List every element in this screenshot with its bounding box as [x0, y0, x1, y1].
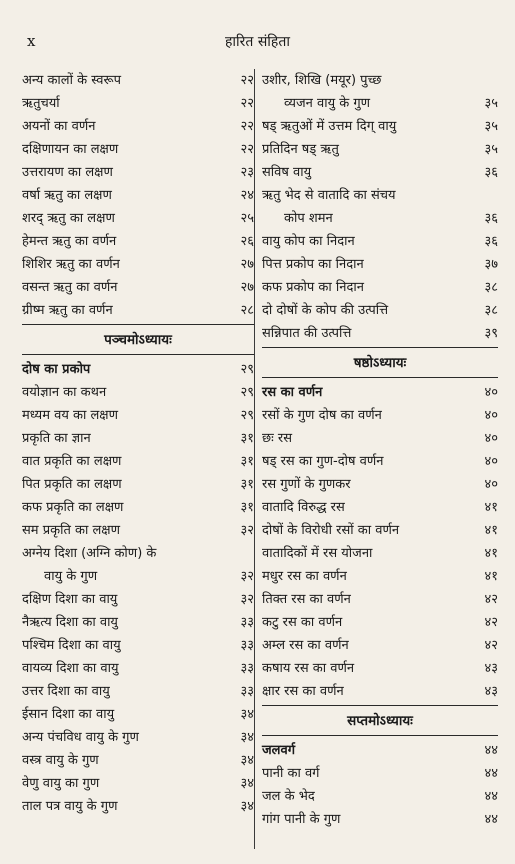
entry-title: ईसान दिशा का वायु	[22, 707, 115, 722]
toc-entry	[22, 450, 254, 473]
entry-page-number: २९	[240, 385, 254, 400]
toc-entry	[22, 115, 254, 138]
entry-page-number: ३९	[484, 326, 498, 341]
entry-page-number: ४२	[484, 592, 498, 607]
entry-page-number: ३१	[240, 454, 254, 469]
toc-entry	[262, 450, 498, 473]
toc-section-entry	[262, 381, 498, 404]
entry-page-number: ३२	[240, 569, 254, 584]
running-title: हारित संहिता	[225, 34, 290, 50]
entry-title: कफ प्रकृति का लक्षण	[22, 500, 124, 515]
entry-title: वातादि विरुद्ध रस	[262, 500, 345, 515]
entry-title-continued: व्यजन वायु के गुण	[284, 96, 371, 111]
toc-entry	[22, 680, 254, 703]
entry-title-continued: वायु के गुण	[44, 569, 98, 584]
entry-page-number: ४३	[484, 661, 498, 676]
entry-title: सन्निपात की उत्पत्ति	[262, 326, 352, 341]
entry-title: वायु कोप का निदान	[262, 234, 355, 249]
toc-entry	[262, 634, 498, 657]
entry-title: पश्चिम दिशा का वायु	[22, 638, 121, 653]
toc-entry	[262, 762, 498, 785]
toc-entry	[22, 404, 254, 427]
entry-page-number: २२	[240, 119, 254, 134]
entry-page-number: ४४	[484, 743, 498, 758]
toc-entry	[262, 680, 498, 703]
chapter-heading: पञ्चमोऽध्यायः	[104, 332, 172, 348]
toc-entry	[22, 496, 254, 519]
entry-title: अन्य पंचविध वायु के गुण	[22, 730, 139, 745]
chapter-rule	[22, 354, 254, 355]
entry-title: तिक्त रस का वर्णन	[262, 592, 351, 607]
entry-page-number: ३१	[240, 431, 254, 446]
entry-title: पित प्रकृति का लक्षण	[22, 477, 122, 492]
toc-entry	[262, 253, 498, 276]
entry-page-number: ४४	[484, 812, 498, 827]
entry-title: वायव्य दिशा का वायु	[22, 661, 119, 676]
entry-title: ऋतुचर्या	[22, 96, 60, 111]
toc-entry	[22, 634, 254, 657]
entry-page-number: ३२	[240, 523, 254, 538]
entry-title: वस्त्र वायु के गुण	[22, 753, 99, 768]
toc-entry	[22, 795, 254, 818]
entry-page-number: ३८	[484, 280, 498, 295]
toc-entry	[22, 184, 254, 207]
chapter-heading: सप्तमोऽध्यायः	[347, 713, 413, 729]
chapter-rule	[262, 705, 498, 706]
entry-page-number: ३४	[240, 799, 254, 814]
toc-entry	[262, 115, 498, 138]
entry-page-number: ३४	[240, 707, 254, 722]
toc-entry	[22, 588, 254, 611]
toc-entry	[22, 703, 254, 726]
entry-page-number: ३१	[240, 477, 254, 492]
toc-entry	[22, 749, 254, 772]
entry-page-number: ३१	[240, 500, 254, 515]
toc-entry	[262, 404, 498, 427]
entry-page-number: २४	[240, 188, 254, 203]
toc-entry	[262, 496, 498, 519]
toc-entry	[22, 253, 254, 276]
column-divider	[254, 69, 255, 849]
entry-title: गांग पानी के गुण	[262, 812, 341, 827]
toc-entry	[22, 611, 254, 634]
chapter-rule	[262, 735, 498, 736]
toc-entry	[22, 230, 254, 253]
entry-page-number: ४२	[484, 615, 498, 630]
toc-entry	[22, 519, 254, 542]
entry-title: कटु रस का वर्णन	[262, 615, 343, 630]
entry-page-number: ३३	[240, 684, 254, 699]
entry-page-number: ३५	[484, 142, 498, 157]
toc-entry	[262, 138, 498, 161]
entry-page-number: २२	[240, 73, 254, 88]
entry-title: वेणु वायु का गुण	[22, 776, 100, 791]
entry-page-number: ४१	[484, 569, 498, 584]
toc-entry	[22, 161, 254, 184]
entry-title: वयोज्ञान का कथन	[22, 385, 107, 400]
entry-title: प्रतिदिन षड् ऋतु	[262, 142, 339, 157]
entry-page-number: ४२	[484, 638, 498, 653]
entry-title: दक्षिण दिशा का वायु	[22, 592, 118, 607]
toc-entry	[262, 299, 498, 322]
entry-title: शरद् ऋतु का लक्षण	[22, 211, 115, 226]
entry-page-number: ४०	[484, 454, 498, 469]
toc-entry	[22, 657, 254, 680]
entry-page-number: ४१	[484, 500, 498, 515]
page-number: x	[27, 32, 36, 50]
entry-page-number: ३६	[484, 165, 498, 180]
toc-entry	[22, 92, 254, 115]
toc-entry	[262, 565, 498, 588]
entry-page-number: ३६	[484, 211, 498, 226]
entry-page-number: ४१	[484, 546, 498, 561]
toc-entry	[262, 161, 498, 184]
entry-title-continued: कोप शमन	[284, 211, 333, 226]
entry-title: मध्यम वय का लक्षण	[22, 408, 119, 423]
toc-entry	[262, 473, 498, 496]
entry-page-number: ४४	[484, 789, 498, 804]
entry-page-number: ४०	[484, 431, 498, 446]
entry-title: सविष वायु	[262, 165, 312, 180]
entry-page-number: ३८	[484, 303, 498, 318]
toc-entry	[262, 808, 498, 831]
chapter-rule	[262, 377, 498, 378]
entry-title: पित्त प्रकोप का निदान	[262, 257, 364, 272]
entry-title: जलवर्ग	[262, 743, 296, 758]
entry-page-number: ३४	[240, 730, 254, 745]
entry-page-number: ४१	[484, 523, 498, 538]
entry-page-number: २७	[240, 280, 254, 295]
entry-title: उत्तर दिशा का वायु	[22, 684, 110, 699]
toc-entry	[262, 542, 498, 565]
entry-title: कषाय रस का वर्णन	[262, 661, 355, 676]
toc-right-column	[262, 69, 498, 831]
toc-entry	[22, 207, 254, 230]
toc-entry	[22, 427, 254, 450]
entry-title: ताल पत्र वायु के गुण	[22, 799, 118, 814]
toc-left-column	[22, 69, 254, 818]
entry-page-number: ३६	[484, 234, 498, 249]
entry-title: रस गुणों के गुणकर	[262, 477, 351, 492]
entry-page-number: २७	[240, 257, 254, 272]
toc-entry	[262, 427, 498, 450]
entry-page-number: ४०	[484, 385, 498, 400]
entry-page-number: ४३	[484, 684, 498, 699]
toc-entry	[22, 542, 254, 588]
entry-title: अन्य कालों के स्वरूप	[22, 73, 121, 88]
entry-page-number: ४४	[484, 766, 498, 781]
toc-entry	[262, 322, 498, 345]
entry-title: शिशिर ऋतु का वर्णन	[22, 257, 120, 272]
entry-page-number: ४०	[484, 408, 498, 423]
toc-entry	[22, 138, 254, 161]
entry-title: दोषों के विरोधी रसों का वर्णन	[262, 523, 400, 538]
toc-entry	[262, 657, 498, 680]
toc-entry	[22, 69, 254, 92]
chapter-rule	[22, 324, 254, 325]
entry-title: षड् ऋतुओं में उत्तम दिग् वायु	[262, 119, 397, 134]
toc-entry	[262, 276, 498, 299]
chapter-heading: षष्ठोऽध्यायः	[353, 355, 407, 371]
toc-entry	[22, 772, 254, 795]
entry-title: पानी का वर्ग	[262, 766, 320, 781]
entry-page-number: २९	[240, 362, 254, 377]
entry-page-number: २९	[240, 408, 254, 423]
entry-page-number: ३५	[484, 96, 498, 111]
toc-entry	[262, 519, 498, 542]
toc-entry	[22, 381, 254, 404]
toc-section-entry	[22, 358, 254, 381]
entry-title: उशीर, शिखि (मयूर) पुच्छ	[262, 73, 382, 88]
entry-title: कफ प्रकोप का निदान	[262, 280, 364, 295]
entry-title: उत्तरायण का लक्षण	[22, 165, 113, 180]
entry-title: वात प्रकृति का लक्षण	[22, 454, 122, 469]
toc-entry	[262, 785, 498, 808]
entry-title: रस का वर्णन	[262, 385, 323, 400]
entry-title: मधुर रस का वर्णन	[262, 569, 347, 584]
toc-entry	[22, 299, 254, 322]
entry-page-number: २५	[240, 211, 254, 226]
entry-page-number: २६	[240, 234, 254, 249]
entry-title: हेमन्त ऋतु का वर्णन	[22, 234, 117, 249]
toc-entry	[22, 726, 254, 749]
entry-page-number: ३७	[484, 257, 498, 272]
entry-title: दक्षिणायन का लक्षण	[22, 142, 119, 157]
entry-title: ऋतु भेद से वातादि का संचय	[262, 188, 396, 203]
entry-page-number: ३२	[240, 592, 254, 607]
toc-entry	[262, 611, 498, 634]
entry-title: छः रस	[262, 431, 292, 446]
entry-title: वातादिकों में रस योजना	[262, 546, 373, 561]
entry-page-number: ३४	[240, 776, 254, 791]
toc-entry	[262, 69, 498, 115]
entry-title: वसन्त ऋतु का वर्णन	[22, 280, 118, 295]
entry-page-number: २२	[240, 96, 254, 111]
entry-page-number: ३३	[240, 638, 254, 653]
entry-title: अयनों का वर्णन	[22, 119, 96, 134]
entry-title: रसों के गुण दोष का वर्णन	[262, 408, 382, 423]
toc-section-entry	[262, 739, 498, 762]
entry-title: दो दोषों के कोप की उत्पत्ति	[262, 303, 389, 318]
entry-page-number: ३३	[240, 661, 254, 676]
entry-page-number: २२	[240, 142, 254, 157]
entry-title: प्रकृति का ज्ञान	[22, 431, 91, 446]
entry-page-number: ३५	[484, 119, 498, 134]
entry-title: वर्षा ऋतु का लक्षण	[22, 188, 112, 203]
toc-entry	[22, 473, 254, 496]
entry-title: दोष का प्रकोप	[22, 362, 91, 377]
entry-title: ग्रीष्म ऋतु का वर्णन	[22, 303, 113, 318]
page-header	[0, 30, 515, 56]
entry-title: जल के भेद	[262, 789, 315, 804]
entry-title: क्षार रस का वर्णन	[262, 684, 344, 699]
chapter-rule	[262, 347, 498, 348]
entry-page-number: २३	[240, 165, 254, 180]
entry-page-number: ३३	[240, 615, 254, 630]
entry-page-number: ४०	[484, 477, 498, 492]
entry-page-number: ३४	[240, 753, 254, 768]
entry-title: षड् रस का गुण-दोष वर्णन	[262, 454, 384, 469]
toc-entry	[22, 276, 254, 299]
entry-page-number: २८	[240, 303, 254, 318]
toc-entry	[262, 588, 498, 611]
toc-entry	[262, 230, 498, 253]
entry-title: नैऋत्य दिशा का वायु	[22, 615, 118, 630]
entry-title: अग्नेय दिशा (अग्नि कोण) के	[22, 546, 157, 561]
toc-entry	[262, 184, 498, 230]
entry-title: सम प्रकृति का लक्षण	[22, 523, 121, 538]
entry-title: अम्ल रस का वर्णन	[262, 638, 349, 653]
